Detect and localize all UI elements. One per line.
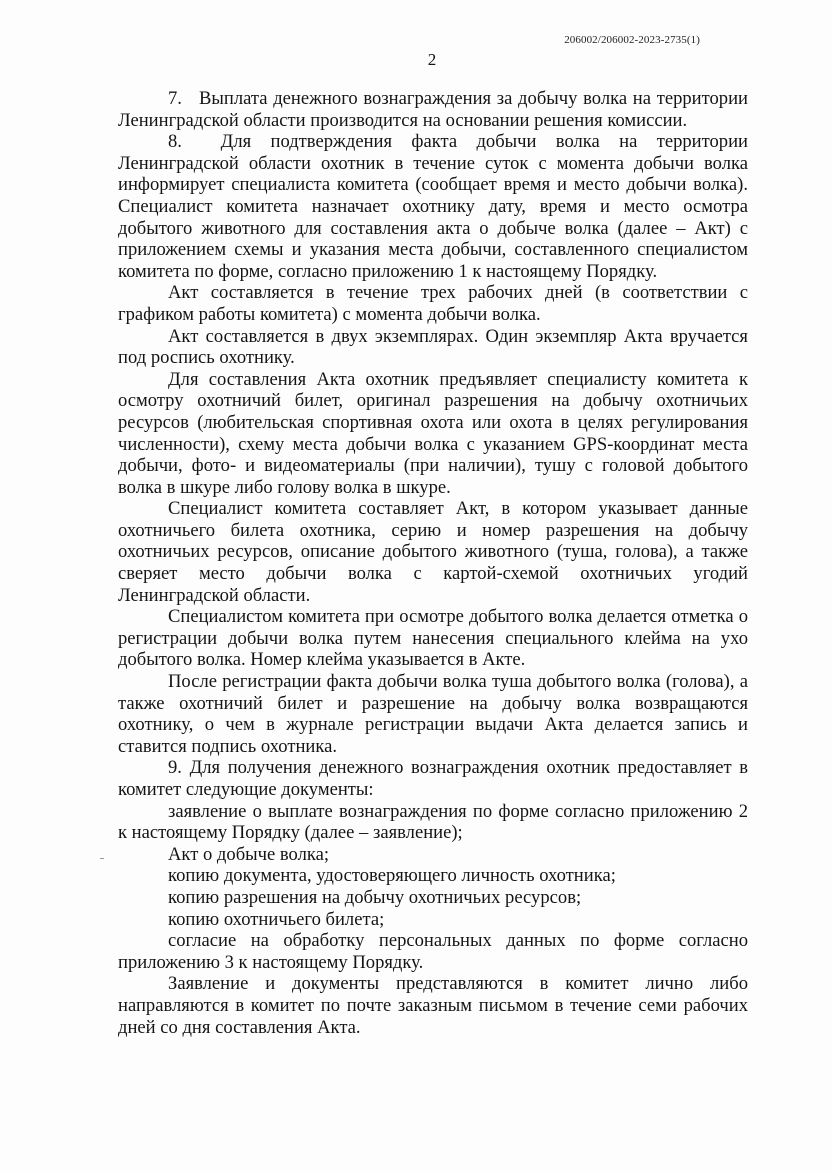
paragraph-8-confirmation: 8. Для подтверждения факта добычи волка на территории Ленинградской области охотник в течение суток с момента добычи волка информирует специалиста комитета (сообщает время и место добычи волка). Специалист комитета назначает охотнику дату, время и место осмотра добытого животного для составления акта о добыче волка (далее – Акт) с приложением схемы и указания места добычи, составленного специалистом комитета по форме, согласно приложению 1 к настоящему Порядку. (118, 131, 748, 282)
paragraph-7-payment: 7. Выплата денежного вознаграждения за добычу волка на территории Ленинградской области производится на основании решения комиссии. (118, 88, 748, 131)
list-item-application: заявление о выплате вознаграждения по форме согласно приложению 2 к настоящему Порядку (далее – заявление); (118, 800, 748, 844)
paragraph-act-timing: Акт составляется в течение трех рабочих дней (в соответствии с графиком работы комитета) с момента добычи волка. (118, 282, 748, 325)
paragraph-9-documents: 9. Для получения денежного вознаграждения охотник предоставляет в комитет следующие документы: (118, 757, 748, 800)
list-item-act: Акт о добыче волка; (168, 843, 330, 865)
paragraph-act-copies: Акт составляется в двух экземплярах. Один экземпляр Акта вручается под роспись охотнику. (118, 325, 748, 369)
paragraph-act-presentation: Для составления Акта охотник предъявляет специалисту комитета к осмотру охотничий билет, оригинал разрешения на добычу охотничьих ресурсов (любительская спортивная охота или охота в целях регулирования численности), схему места добычи волка с указанием GPS-координат места добычи, фото- и видеоматериалы (при наличии), тушу с головой добытого волка в шкуре либо голову волка в шкуре. (118, 368, 748, 498)
page-number: 2 (427, 50, 437, 69)
document-registration-number: 206002/206002-2023-2735(1) (564, 34, 700, 46)
paragraph-ear-stamp: Специалистом комитета при осмотре добытого волка делается отметка о регистрации добычи волка путем нанесения специального клейма на ухо добытого волка. Номер клейма указывается в Акте. (118, 606, 748, 671)
paragraph-act-contents: Специалист комитета составляет Акт, в котором указывает данные охотничьего билета охотника, серию и номер разрешения на добычу охотничьих ресурсов, описание добытого животного (туша, голова), а также сверяет место добычи волка с картой-схемой охотничьих угодий Ленинградской области. (118, 498, 748, 606)
paragraph-return-items: После регистрации факта добычи волка туша добытого волка (голова), а также охотничий билет и разрешение на добычу волка возвращаются охотнику, о чем в журнале регистрации выдачи Акта делается запись и ставится подпись охотника. (118, 671, 748, 757)
document-body (118, 88, 748, 1038)
list-item-hunting-license-copy: копию охотничьего билета; (168, 908, 385, 930)
scan-mark (100, 858, 104, 859)
list-item-id-copy: копию документа, удостоверяющего личность охотника; (168, 865, 616, 887)
list-item-personal-data-consent: согласие на обработку персональных данных по форме согласно приложению 3 к настоящему Порядку. (118, 930, 748, 973)
paragraph-submission: Заявление и документы представляются в комитет лично либо направляются в комитет по почте заказным письмом в течение семи рабочих дней со дня составления Акта. (118, 973, 748, 1038)
list-item-permit-copy: копию разрешения на добычу охотничьих ресурсов; (168, 886, 582, 908)
